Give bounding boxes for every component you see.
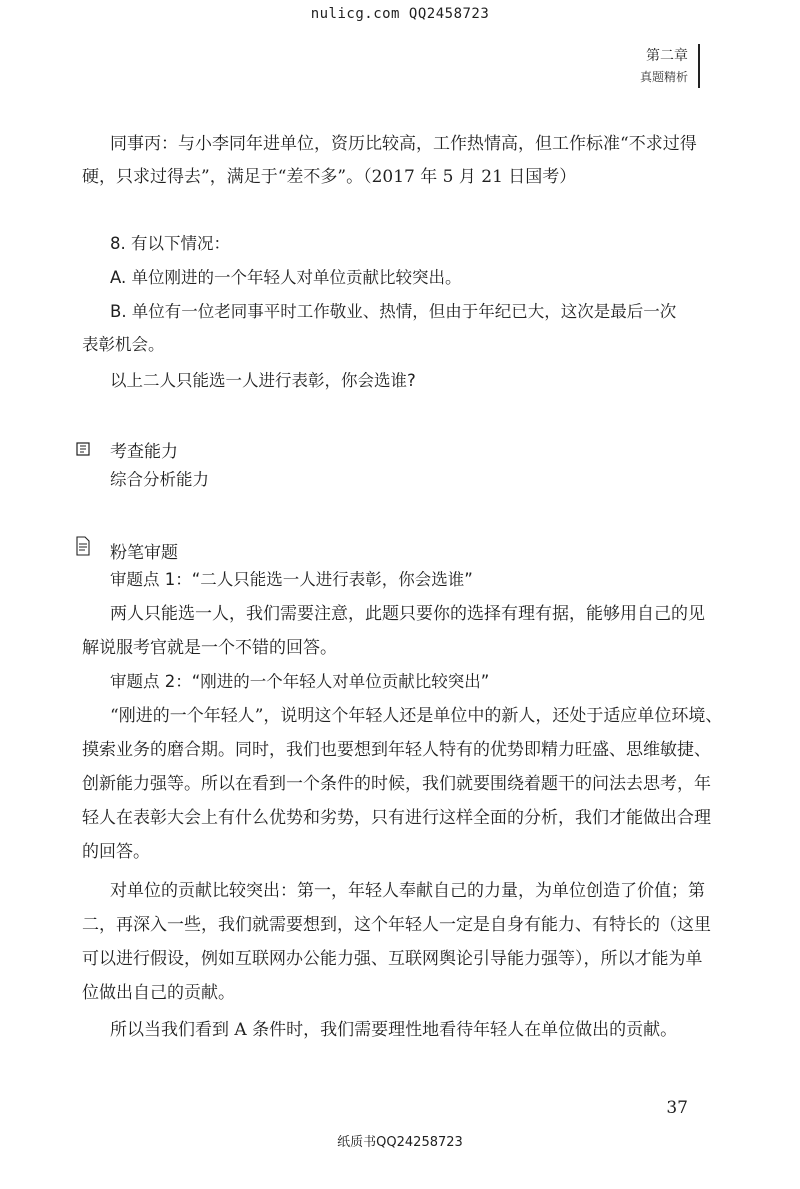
analysis-p4-line-1: 所以当我们看到 A 条件时，我们需要理性地看待年轻人在单位做出的贡献。	[110, 1020, 678, 1040]
watermark-bottom: 纸质书QQ24258723	[337, 1135, 463, 1150]
analysis-p1-line-2: 解说服考官就是一个不错的回答。	[82, 638, 337, 658]
analysis-p3-line-2: 二，再深入一些，我们就需要想到，这个年轻人一定是自身有能力、有特长的（这里	[82, 915, 711, 935]
analysis-point-2: 审题点 2：“刚进的一个年轻人对单位贡献比较突出”	[110, 672, 490, 691]
analysis-p2-line-5: 的回答。	[82, 842, 150, 862]
question-option-b-line-1: B. 单位有一位老同事平时工作敬业、热情，但由于年纪已大，这次是最后一次	[110, 302, 677, 321]
intro-line-1: 同事丙：与小李同年进单位，资历比较高，工作热情高，但工作标准“不求过得	[110, 134, 697, 154]
book-icon	[76, 441, 90, 455]
question-title: 8. 有以下情况：	[110, 234, 230, 253]
chapter-title: 第二章	[646, 48, 688, 64]
analysis-p2-line-3: 创新能力强等。所以在看到一个条件的时候，我们就要围绕着题干的问法去思考，年	[82, 774, 711, 794]
analysis-p3-line-4: 位做出自己的贡献。	[82, 983, 235, 1003]
question-ask: 以上二人只能选一人进行表彰，你会选谁?	[110, 371, 416, 390]
ability-text: 综合分析能力	[110, 470, 209, 489]
analysis-p2-line-2: 摸索业务的磨合期。同时，我们也要想到年轻人特有的优势即精力旺盛、思维敏捷、	[82, 740, 711, 760]
question-option-a: A. 单位刚进的一个年轻人对单位贡献比较突出。	[110, 268, 462, 287]
question-option-b-line-2: 表彰机会。	[82, 335, 165, 354]
analysis-p1-line-1: 两人只能选一人，我们需要注意，此题只要你的选择有理有据，能够用自己的见	[110, 604, 705, 624]
analysis-point-1: 审题点 1：“二人只能选一人进行表彰，你会选谁”	[110, 570, 473, 589]
page-number: 37	[666, 1098, 688, 1118]
chapter-subtitle: 真题精析	[639, 70, 688, 84]
ability-heading: 考查能力	[110, 442, 178, 462]
analysis-heading: 粉笔审题	[110, 543, 178, 563]
intro-line-2: 硬，只求过得去”，满足于“差不多”。（2017 年 5 月 21 日国考）	[82, 167, 577, 187]
analysis-p3-line-3: 可以进行假设，例如互联网办公能力强、互联网舆论引导能力强等），所以才能为单	[82, 949, 703, 969]
document-icon	[76, 536, 90, 556]
analysis-p2-line-1: “刚进的一个年轻人”，说明这个年轻人还是单位中的新人，还处于适应单位环境、	[110, 706, 723, 726]
analysis-p2-line-4: 轻人在表彰大会上有什么优势和劣势，只有进行这样全面的分析，我们才能做出合理	[82, 808, 711, 828]
analysis-p3-line-1: 对单位的贡献比较突出：第一，年轻人奉献自己的力量，为单位创造了价值；第	[110, 881, 705, 901]
header-rule	[698, 44, 700, 88]
watermark-top: nulicg.com QQ2458723	[310, 6, 490, 22]
